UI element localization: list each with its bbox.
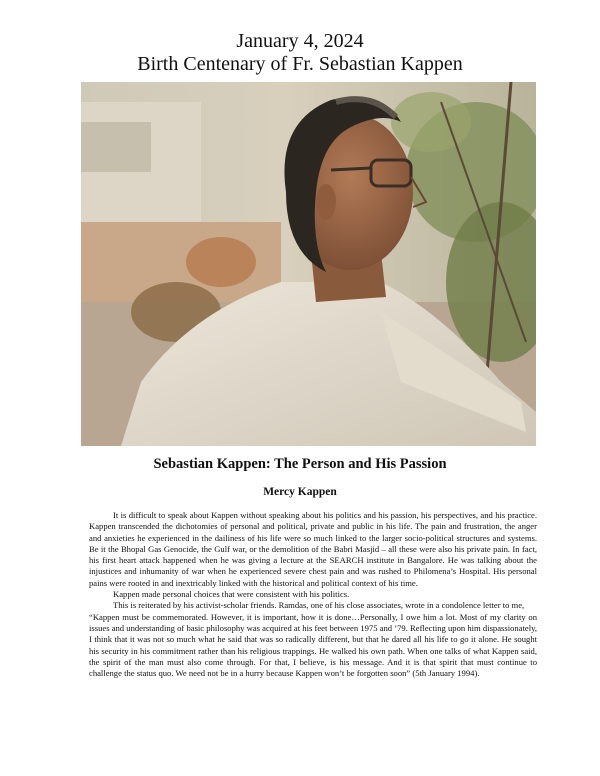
article-body — [89, 510, 537, 679]
paragraph: This is reiterated by his activist-scholar friends. Ramdas, one of his close associates, wrote in a condolence letter to me, — [113, 600, 525, 611]
page-date: January 4, 2024 — [236, 30, 364, 52]
page-heading: Birth Centenary of Fr. Sebastian Kappen — [137, 53, 463, 75]
quoted-letter: “Kappen must be commemorated. However, it is important, how it is done…Personally, I owe him a lot. Most of my clarity on issues and understanding of basic philosophy was acquired at his feet between 1975 and ’79. Reflecting upon him dispassionately, I think that it was not so much what he said that was so radically different, but that he dared all his life to go it alone. He sought his security in his commitment rather than his religious trappings. He walked his own path. When one talks of what Kappen said, the spirit of the man must also come through. For that, I believe, is his message. And it is that spirit that must continue to challenge the status quo. We need not be in a hurry because Kappen won’t be forgotten soon” (5th January 1994). — [89, 611, 537, 679]
paragraph: It is difficult to speak about Kappen without speaking about his politics and his passion, his perspectives, and his practice. Kappen transcended the dichotomies of personal and political, private and public in his life. The pain and frustration, the anger and anxieties he experienced in the dailiness of his life were so much linked to the larger socio-political structures and systems. Be it the Bhopal Gas Genocide, the Gulf war, or the demolition of the Babri Masjid – all these were also his private pain. In fact, his first heart attack happened when he was giving a lecture at the SEARCH institute in Bangalore. He was talking about the injustices and inhumanity of war when he experienced severe chest pain and was rushed to Philomena’s Hospital. His personal pains were rooted in and inextricably linked with the historical and political context of his time. — [89, 510, 537, 588]
portrait-photo — [81, 82, 536, 446]
article-title: Sebastian Kappen: The Person and His Passion — [153, 456, 447, 472]
article-author: Mercy Kappen — [263, 486, 337, 498]
paragraph: Kappen made personal choices that were consistent with his politics. — [113, 589, 350, 600]
